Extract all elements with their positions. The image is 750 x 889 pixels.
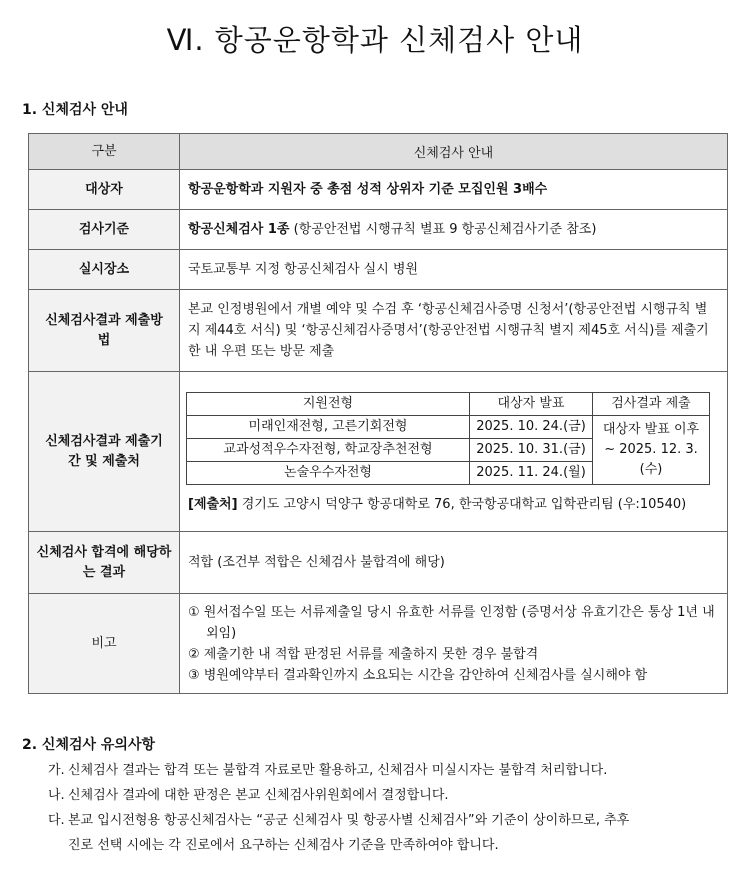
item-marker: 가. — [48, 763, 65, 778]
precaution-item — [48, 810, 738, 856]
row-value: 항공운항학과 지원자 중 총점 성적 상위자 기준 모집인원 3배수 — [180, 170, 728, 210]
row-value — [180, 594, 728, 694]
list-item: ② 제출기한 내 적합 판정된 서류를 제출하지 못한 경우 불합격 — [188, 646, 539, 662]
row-label: 검사기준 — [29, 210, 180, 250]
schedule-header-row — [187, 392, 710, 415]
submit-place — [180, 485, 727, 512]
schedule-announce: 2025. 10. 31.(금) — [470, 438, 593, 461]
row-value: 국토교통부 지정 항공신체검사 실시 병원 — [180, 250, 728, 290]
row-label: 비고 — [29, 594, 180, 694]
row-value: 적합 (조건부 적합은 신체검사 불합격에 해당) — [180, 532, 728, 594]
schedule-announce: 2025. 10. 24.(금) — [470, 415, 593, 438]
row-label: 대상자 — [29, 170, 180, 210]
table-row-target — [29, 170, 728, 210]
item-marker: 다. — [48, 813, 65, 828]
schedule-type: 논술우수자전형 — [187, 461, 470, 484]
remarks-list — [188, 602, 719, 686]
table-header-row — [29, 134, 728, 170]
item-text: 신체검사 결과에 대한 판정은 본교 신체검사위원회에서 결정합니다. — [68, 788, 449, 803]
standard-rest: (항공안전법 시행규칙 별표 9 항공신체검사기준 참조) — [289, 222, 597, 237]
item-text: 본교 입시전형용 항공신체검사는 “공군 신체검사 및 항공사별 신체검사”와 기준이 상이하므로, 추후 — [68, 813, 630, 828]
row-label: 신체검사결과 제출기간 및 제출처 — [29, 372, 180, 532]
header-exam-info: 신체검사 안내 — [180, 134, 728, 170]
standard-bold: 항공신체검사 1종 — [188, 222, 290, 237]
exam-info-table — [28, 133, 728, 694]
table-row-remarks — [29, 594, 728, 694]
precaution-item — [48, 760, 738, 781]
schedule-cell — [180, 372, 728, 532]
item-text: 신체검사 결과는 합격 또는 불합격 자료로만 활용하고, 신체검사 미실시자는 불합격 처리합니다. — [68, 763, 608, 778]
list-item: ① 원서접수일 또는 서류제출일 당시 유효한 서류를 인정함 (증명서상 유효기간은 통상 1년 내외임) — [188, 604, 715, 641]
section-heading-precautions: 2. 신체검사 유의사항 — [22, 737, 155, 753]
schedule-announce: 2025. 11. 24.(월) — [470, 461, 593, 484]
table-row-pass-result — [29, 532, 728, 594]
precaution-item — [48, 785, 738, 806]
schedule-type: 미래인재전형, 고른기회전형 — [187, 415, 470, 438]
row-value — [180, 210, 728, 250]
schedule-type: 교과성적우수자전형, 학교장추천전형 — [187, 438, 470, 461]
submit-line1: 대상자 발표 이후 — [602, 421, 700, 437]
row-label: 신체검사 합격에 해당하는 결과 — [29, 532, 180, 594]
item-text-cont: 진로 선택 시에는 각 진로에서 요구하는 신체검사 기준을 만족하여야 합니다. — [68, 838, 499, 853]
schedule-header: 대상자 발표 — [470, 392, 593, 415]
row-value: 본교 인정병원에서 개별 예약 및 수검 후 ‘항공신체검사증명 신청서’(항공안전법 시행규칙 별지 제44호 서식) 및 ‘항공신체검사증명서’(항공안전법 시행규칙 별지 제45호 서식)를 제출기한 내 우편 또는 방문 제출 — [180, 290, 728, 372]
row-label: 실시장소 — [29, 250, 180, 290]
page-title: Ⅵ. 항공운항학과 신체검사 안내 — [166, 23, 584, 57]
row-label: 신체검사결과 제출방법 — [29, 290, 180, 372]
submit-place-label: [제출처] — [188, 496, 238, 512]
submit-line2: ~ 2025. 12. 3.(수) — [604, 441, 698, 477]
header-category: 구분 — [29, 134, 180, 170]
list-item: ③ 병원예약부터 결과확인까지 소요되는 시간을 감안하여 신체검사를 실시해야 함 — [188, 667, 648, 683]
schedule-header: 지원전형 — [187, 392, 470, 415]
section-heading-exam-info: 1. 신체검사 안내 — [22, 102, 128, 118]
schedule-row — [187, 415, 710, 438]
table-row-standard — [29, 210, 728, 250]
table-row-submit-period — [29, 372, 728, 532]
table-row-location — [29, 250, 728, 290]
submit-place-text: 경기도 고양시 덕양구 항공대학로 76, 한국항공대학교 입학관리팀 (우:10540) — [237, 496, 687, 512]
item-marker: 나. — [48, 788, 65, 803]
schedule-table — [186, 392, 710, 485]
schedule-submit — [593, 415, 710, 484]
schedule-header: 검사결과 제출 — [593, 392, 710, 415]
table-row-submit-method — [29, 290, 728, 372]
